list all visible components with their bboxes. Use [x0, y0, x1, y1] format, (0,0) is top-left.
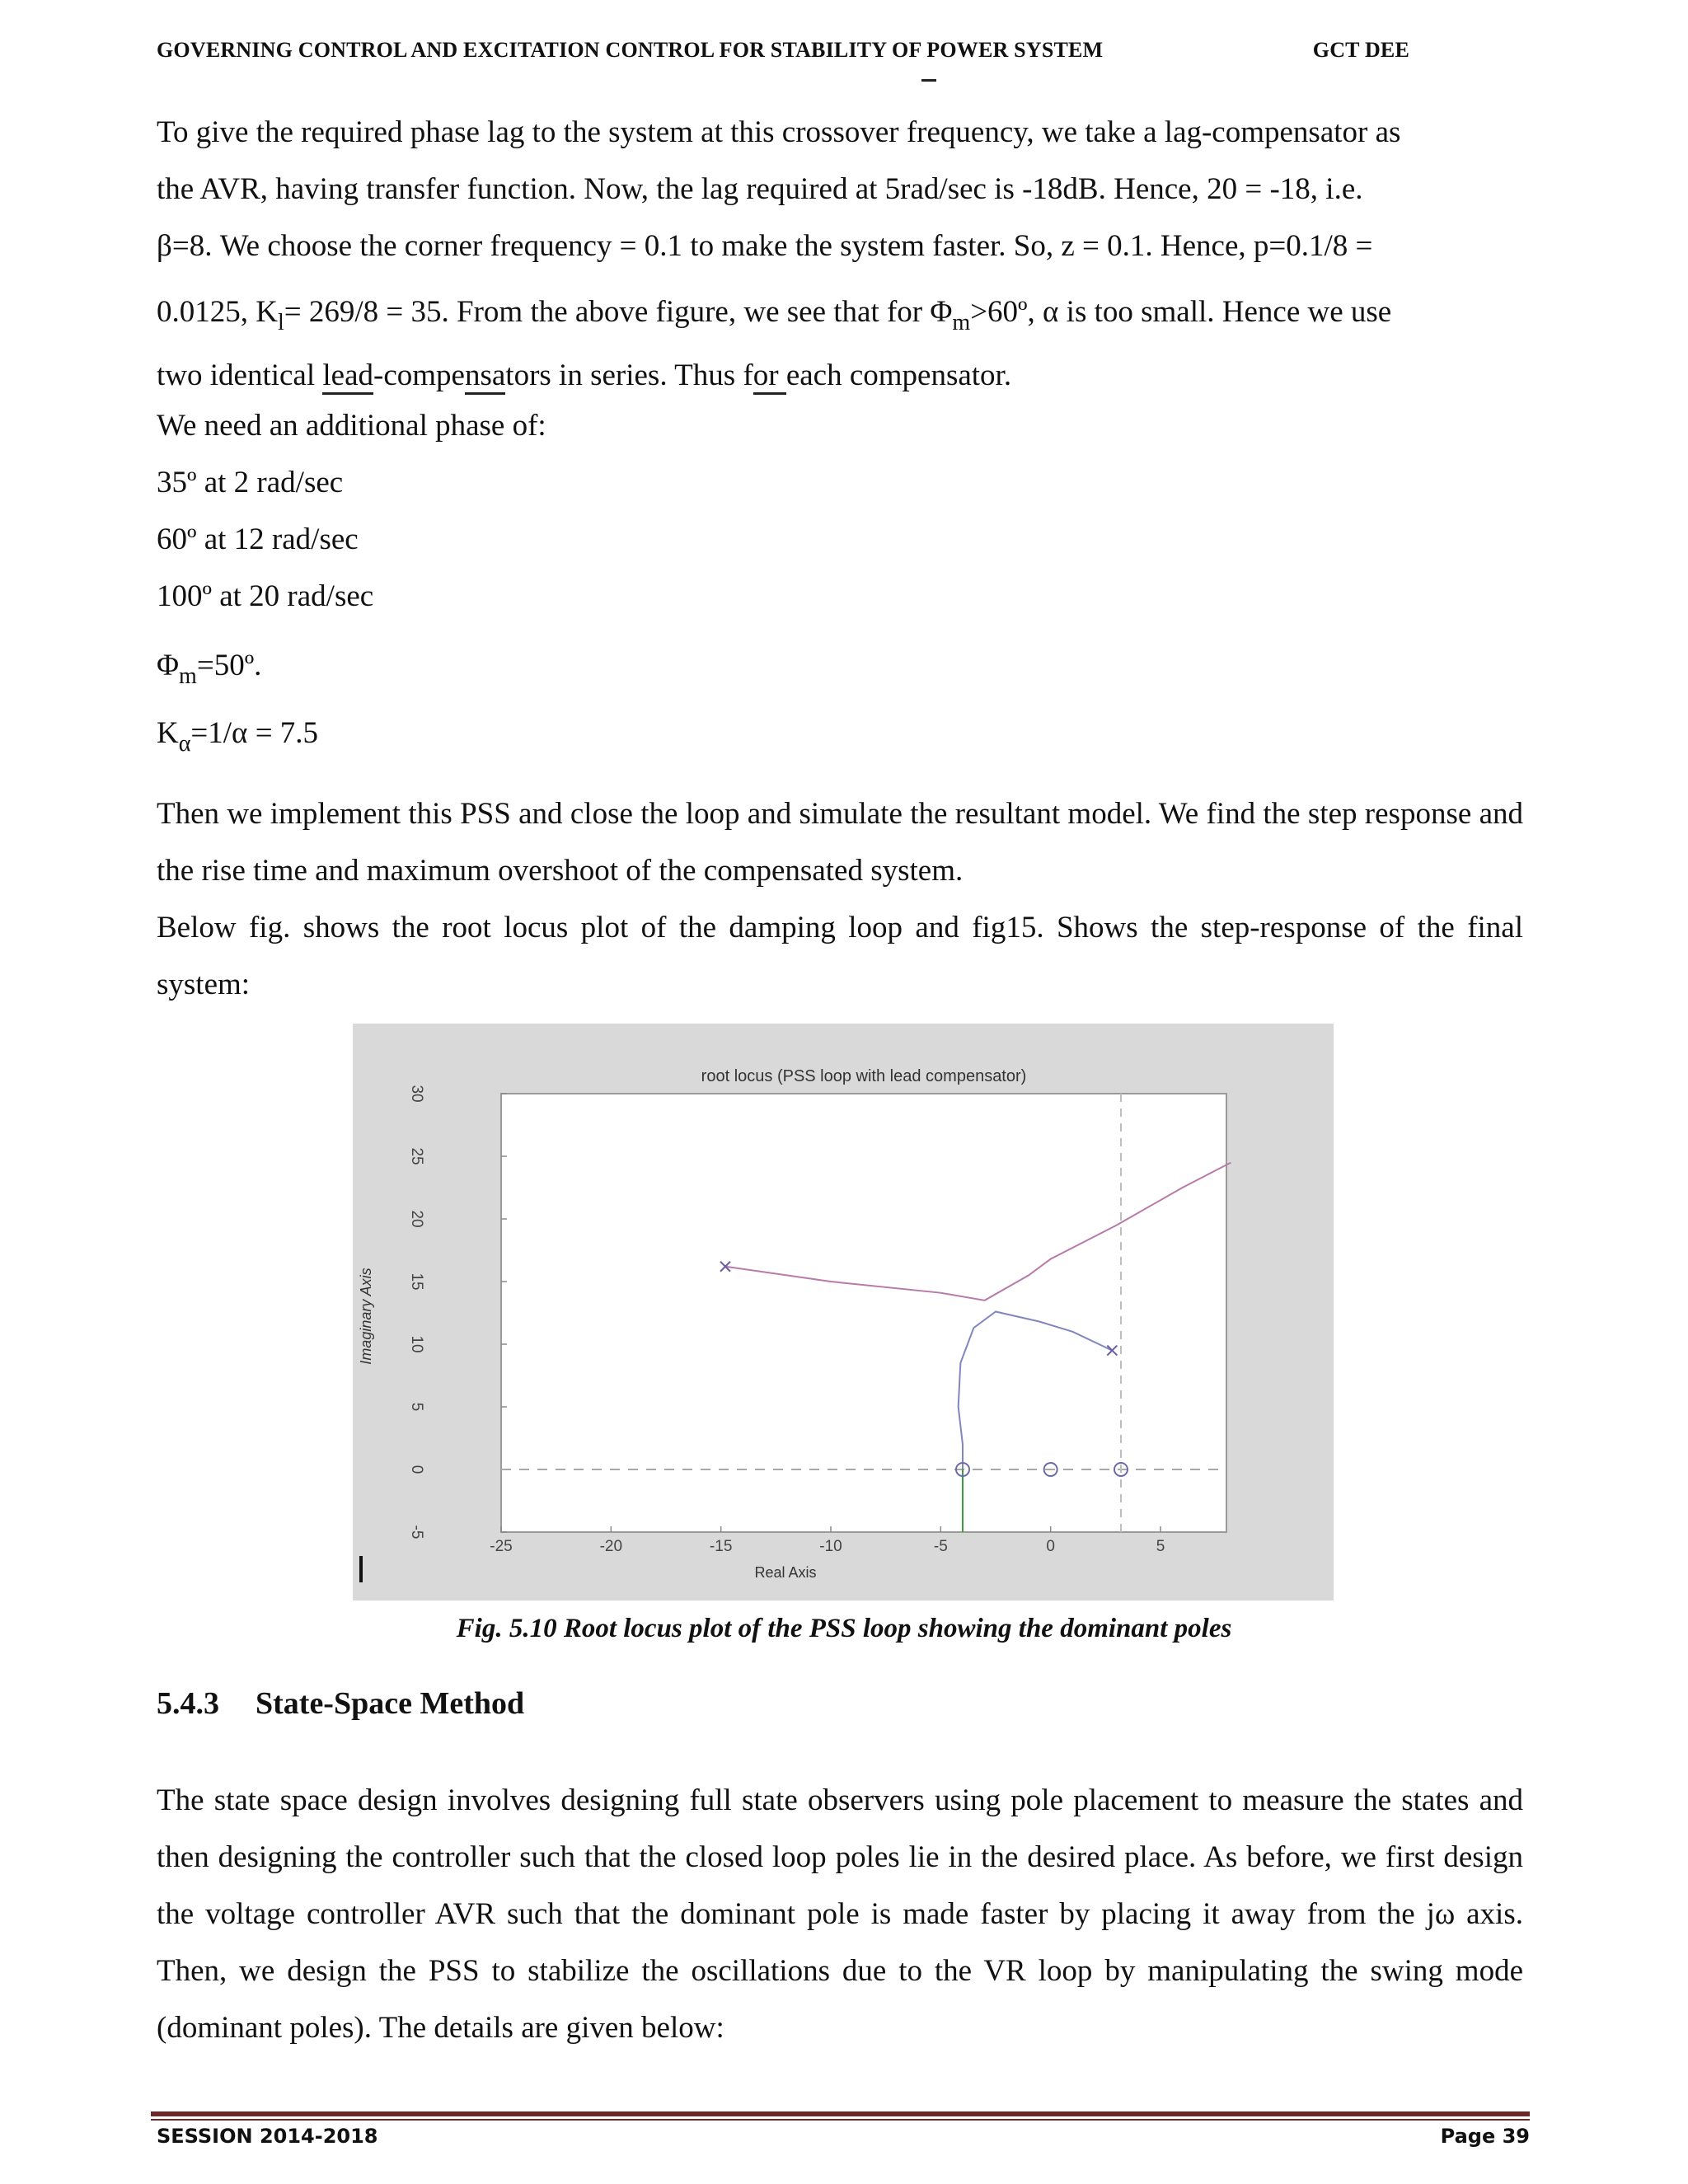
paragraph-text: Then we implement this PSS and close the loop and simulate the resultant model. We find the step response and the rise time and maximum overshoot of the compensated system.: [157, 797, 1523, 888]
x-tick-label: 0: [1046, 1538, 1055, 1555]
text-fragment: Φ: [157, 649, 180, 682]
plot-area: [501, 1094, 1226, 1532]
y-tick-label: 15: [408, 1272, 425, 1291]
y-tick-label: 30: [408, 1085, 425, 1103]
figure-side-mark: [359, 1556, 363, 1582]
text-line: [157, 274, 1523, 340]
text-fragment: >60º, α is too small. Hence we use: [970, 295, 1392, 329]
subscript: α: [178, 731, 191, 757]
text-fragment: K: [157, 716, 179, 750]
text-line: [157, 701, 1523, 766]
figure-caption: Fig. 5.10 Root locus plot of the PSS loop showing the dominant poles: [456, 1614, 1232, 1643]
x-tick-label: -15: [709, 1538, 733, 1555]
text-line: We need an additional phase of:: [157, 409, 546, 443]
text-fragment: two identical: [157, 359, 323, 392]
text-line: To give the required phase lag to the system at this crossover frequency, we take a lag-compensator as: [157, 115, 1401, 149]
y-axis-label: Imaginary Axis: [358, 1268, 374, 1365]
paragraph-lag-compensator: [157, 104, 1523, 766]
footer-session: SESSION 2014-2018: [157, 2125, 378, 2148]
page-number: Page 39: [1440, 2125, 1530, 2148]
text-line: 100º at 20 rad/sec: [157, 579, 374, 613]
subscript: l: [277, 310, 284, 335]
underlined-text: or: [753, 359, 786, 395]
subscript: m: [952, 310, 971, 335]
text-fragment: 0.0125, K: [157, 295, 278, 329]
subscript: m: [179, 663, 197, 689]
footer-rule: [151, 2111, 1530, 2116]
y-tick-label: 10: [408, 1335, 425, 1353]
paragraph-pss-implementation: [157, 785, 1523, 1013]
footer-rule-thin: [151, 2119, 1530, 2121]
page-footer: [157, 2125, 1530, 2148]
text-line: β=8. We choose the corner frequency = 0.1 to make the system faster. So, z = 0.1. Hence, p=0.1/8 =: [157, 229, 1373, 263]
root-locus-figure: [353, 1024, 1334, 1601]
text-line: [157, 625, 1523, 701]
page-header: [157, 38, 1409, 63]
text-fragment: = 269/8 = 35. From the above figure, we see that for Φ: [284, 295, 953, 329]
y-tick-label: 20: [408, 1210, 425, 1228]
x-tick-label: 5: [1156, 1538, 1165, 1555]
header-dept: GCT DEE: [1312, 38, 1409, 62]
y-tick-label: -5: [408, 1525, 425, 1540]
x-axis-label: Real Axis: [754, 1564, 817, 1581]
y-tick-label: 0: [408, 1465, 425, 1474]
text-fragment: each compensator.: [785, 359, 1012, 392]
section-title: State-Space Method: [256, 1686, 525, 1721]
underlined-text: lead: [322, 359, 373, 395]
text-fragment: tors in series. Thus f: [505, 359, 753, 392]
x-tick-label: -10: [819, 1538, 842, 1555]
paragraph-text: Below fig. shows the root locus plot of the damping loop and fig15. Shows the step-response of the final system:: [157, 911, 1523, 1001]
x-tick-label: -20: [599, 1538, 623, 1555]
x-tick-label: -5: [933, 1538, 948, 1555]
paragraph-state-space: [157, 1772, 1523, 2056]
text-line: the AVR, having transfer function. Now, the lag required at 5rad/sec is -18dB. Hence, 20 = -18, i.e.: [157, 172, 1363, 206]
header-dash: [921, 79, 936, 82]
x-tick-label: -25: [490, 1538, 513, 1555]
y-tick-label: 25: [408, 1147, 425, 1165]
text-line: 60º at 12 rad/sec: [157, 523, 359, 556]
text-line: [157, 340, 1523, 397]
paragraph-text: The state space design involves designing full state observers using pole placement to measure the states and then designing the controller such that the closed loop poles lie in the desired place. As before, we first design the voltage controller AVR such that the dominant pole is made faster by placing it away from the jω axis. Then, we design the PSS to stabilize the oscillations due to the VR loop by manipulating the swing mode (dominant poles). The details are given below:: [157, 1783, 1523, 2045]
y-tick-label: 5: [408, 1402, 425, 1412]
section-number: 5.4.3: [157, 1686, 219, 1721]
chart-title: root locus (PSS loop with lead compensator): [701, 1067, 1027, 1085]
text-fragment: -compe: [373, 359, 465, 392]
header-title: GOVERNING CONTROL AND EXCITATION CONTROL FOR STABILITY OF POWER SYSTEM: [157, 38, 1104, 62]
text-line: 35º at 2 rad/sec: [157, 466, 344, 499]
section-heading: [157, 1685, 524, 1722]
root-locus-chart: [353, 1024, 1334, 1601]
text-fragment: =1/α = 7.5: [190, 716, 319, 750]
underlined-text: nsa: [465, 359, 505, 395]
text-fragment: =50º.: [196, 649, 262, 682]
